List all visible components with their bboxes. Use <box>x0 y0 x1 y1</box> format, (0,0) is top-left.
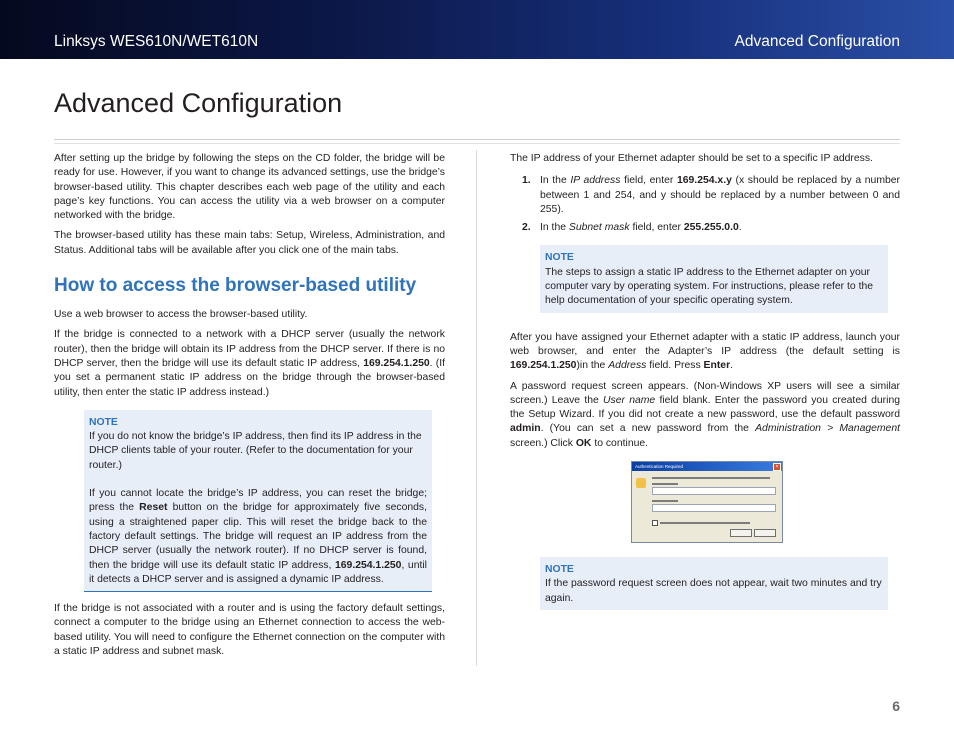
subnet-value: 255.255.0.0 <box>683 222 739 234</box>
ip-address-field-name: IP address <box>570 175 621 187</box>
dialog-password-label <box>652 500 678 502</box>
steps-list <box>510 174 900 235</box>
launch-text-press: field. Press <box>649 360 701 372</box>
enter-key: Enter <box>703 360 731 372</box>
product-name: Linksys WES610N/WET610N <box>54 33 259 50</box>
reset-text: If you cannot locate the bridge’s IP address, you can reset the bridge; press the <box>89 488 427 514</box>
launch-text-mid: )in the <box>576 360 606 372</box>
step-1 <box>510 174 900 217</box>
dhcp-text-end: . (If you set a permanent static IP address on the bridge through the browser-based utility, then enter the static IP address instead.) <box>54 357 446 398</box>
note-box-os <box>540 245 888 312</box>
dialog-remember-checkbox <box>652 520 658 526</box>
step-1-number: 1. <box>522 175 531 187</box>
password-text-end: to continue. <box>594 437 649 449</box>
launch-paragraph <box>510 331 900 374</box>
note-title: NOTE <box>545 564 574 576</box>
password-text-mid: field blank. Enter the password you created during the Setup Wizard. If you did not create a new password, use the default password <box>510 394 900 421</box>
note-default-ip: 169.254.1.250 <box>334 559 402 571</box>
launch-text-end: . <box>730 360 733 372</box>
password-dialog-screenshot <box>631 461 783 543</box>
step-2-text-end: . <box>738 222 742 234</box>
default-password: admin <box>510 423 541 435</box>
reset-label: Reset <box>139 502 168 514</box>
step-1-text-end: (x should be replaced by a number between 1 and 254, and y should be replaced by a number between 0 and 255). <box>540 175 900 215</box>
close-icon: × <box>773 463 781 471</box>
dialog-cancel-button <box>754 529 776 537</box>
key-icon <box>636 478 646 488</box>
note-text: The steps to assign a static IP address to the Ethernet adapter on your computer vary by operating system. For instructions, please refer to the help documentation of your specific operating system. <box>545 266 874 307</box>
dialog-user-label <box>652 483 678 485</box>
step-2-text-mid: field, enter <box>632 222 681 234</box>
step-1-text: In the <box>540 175 567 187</box>
launch-text: After you have assigned your Ethernet adapter with a static IP address, launch your web browser, and enter the Adapter’s IP address (the default setting is <box>510 331 900 357</box>
section-heading: How to access the browser-based utility <box>54 275 417 297</box>
page-title: Advanced Configuration <box>54 88 343 118</box>
note-text: If the password request screen does not appear, wait two minutes and try again. <box>545 578 882 604</box>
management-screen-name: Administration > Management <box>755 423 901 435</box>
note-text: If you do not know the bridge’s IP address, then find its IP address in the DHCP clients table of your router. (Refer to the documentation for your router.) <box>89 431 422 471</box>
left-column <box>54 152 445 665</box>
note-reset-text <box>89 487 427 587</box>
note-spacer <box>89 473 427 487</box>
tabs-paragraph: The browser-based utility has these main tabs: Setup, Wireless, Administration, and Status. Additional tabs will be available after you click one of the main tabs. <box>54 230 445 256</box>
title-rule <box>54 139 900 140</box>
ethernet-paragraph: If the bridge is not associated with a router and is using the factory default settings, connect a computer to the bridge using an Ethernet connection to access the web-based utility. You will need to configure the Ethernet connection on the computer with a static IP address and subnet mask. <box>54 603 445 658</box>
step-1-text-mid: field, enter <box>624 175 674 187</box>
adapter-paragraph: The IP address of your Ethernet adapter should be set to a specific IP address. <box>510 153 873 164</box>
dialog-remember-label <box>660 522 750 524</box>
dialog-title: Authentication Required <box>635 464 684 470</box>
chapter-name: Advanced Configuration <box>734 33 900 50</box>
dialog-prompt-line <box>652 477 770 479</box>
password-text: A password request screen appears. (Non-Windows XP users will see a similar screen.) Leave the <box>510 380 900 406</box>
page-header <box>0 0 954 59</box>
subnet-field-name: Subnet mask <box>568 222 630 234</box>
step-2-text: In the <box>540 222 566 234</box>
page-number: 6 <box>892 698 900 714</box>
dhcp-paragraph <box>54 328 445 399</box>
step-2 <box>510 221 900 235</box>
column-divider <box>476 150 477 666</box>
dialog-ok-button <box>730 529 752 537</box>
password-text-mid2: . (You can set a new password from the <box>540 423 749 435</box>
access-paragraph: Use a web browser to access the browser-based utility. <box>54 309 308 321</box>
ip-value: 169.254.x.y <box>676 175 732 187</box>
adapter-default-ip: 169.254.1.250 <box>510 360 577 372</box>
dialog-user-field <box>652 487 776 495</box>
note-box <box>84 410 432 592</box>
note-box-timeout <box>540 557 888 610</box>
note-title: NOTE <box>89 416 118 428</box>
reset-text-mid: button on the bridge for approximately five seconds, using a straightened paper clip. This will reset the bridge back to the factory default settings. The bridge will request an IP address from the DHCP server (usually the network router). If no DHCP server is found, then the bridge will use its default static IP address, <box>89 502 427 571</box>
ok-label: OK <box>575 437 592 449</box>
password-text-click: screen.) Click <box>510 437 573 449</box>
right-column <box>510 152 900 620</box>
note-title: NOTE <box>545 252 574 264</box>
step-2-number: 2. <box>522 222 531 234</box>
dialog-title-bar <box>632 462 782 471</box>
address-field-name: Address <box>608 360 647 372</box>
dhcp-text: If the bridge is connected to a network with a DHCP server (usually the network router), then the bridge will obtain its IP address from the DHCP server. If there is no DHCP server, then the bridge will use its default static IP address, <box>54 329 445 369</box>
title-rule-secondary <box>54 143 900 144</box>
password-paragraph <box>510 380 900 451</box>
dialog-password-field <box>652 504 776 512</box>
user-name-field-name: User name <box>603 394 656 406</box>
default-ip: 169.254.1.250 <box>363 357 430 369</box>
reset-text-end: , until it detects a DHCP server and is assigned a dynamic IP address. <box>89 559 427 585</box>
intro-paragraph: After setting up the bridge by following the steps on the CD folder, the bridge will be ready for use. However, if you want to change its advanced settings, use the bridge’s browser-based utility. This chapter describes each web page of the utility and each page’s key functions. You can access the utility via a web browser on a computer networked with the bridge. <box>54 153 445 222</box>
